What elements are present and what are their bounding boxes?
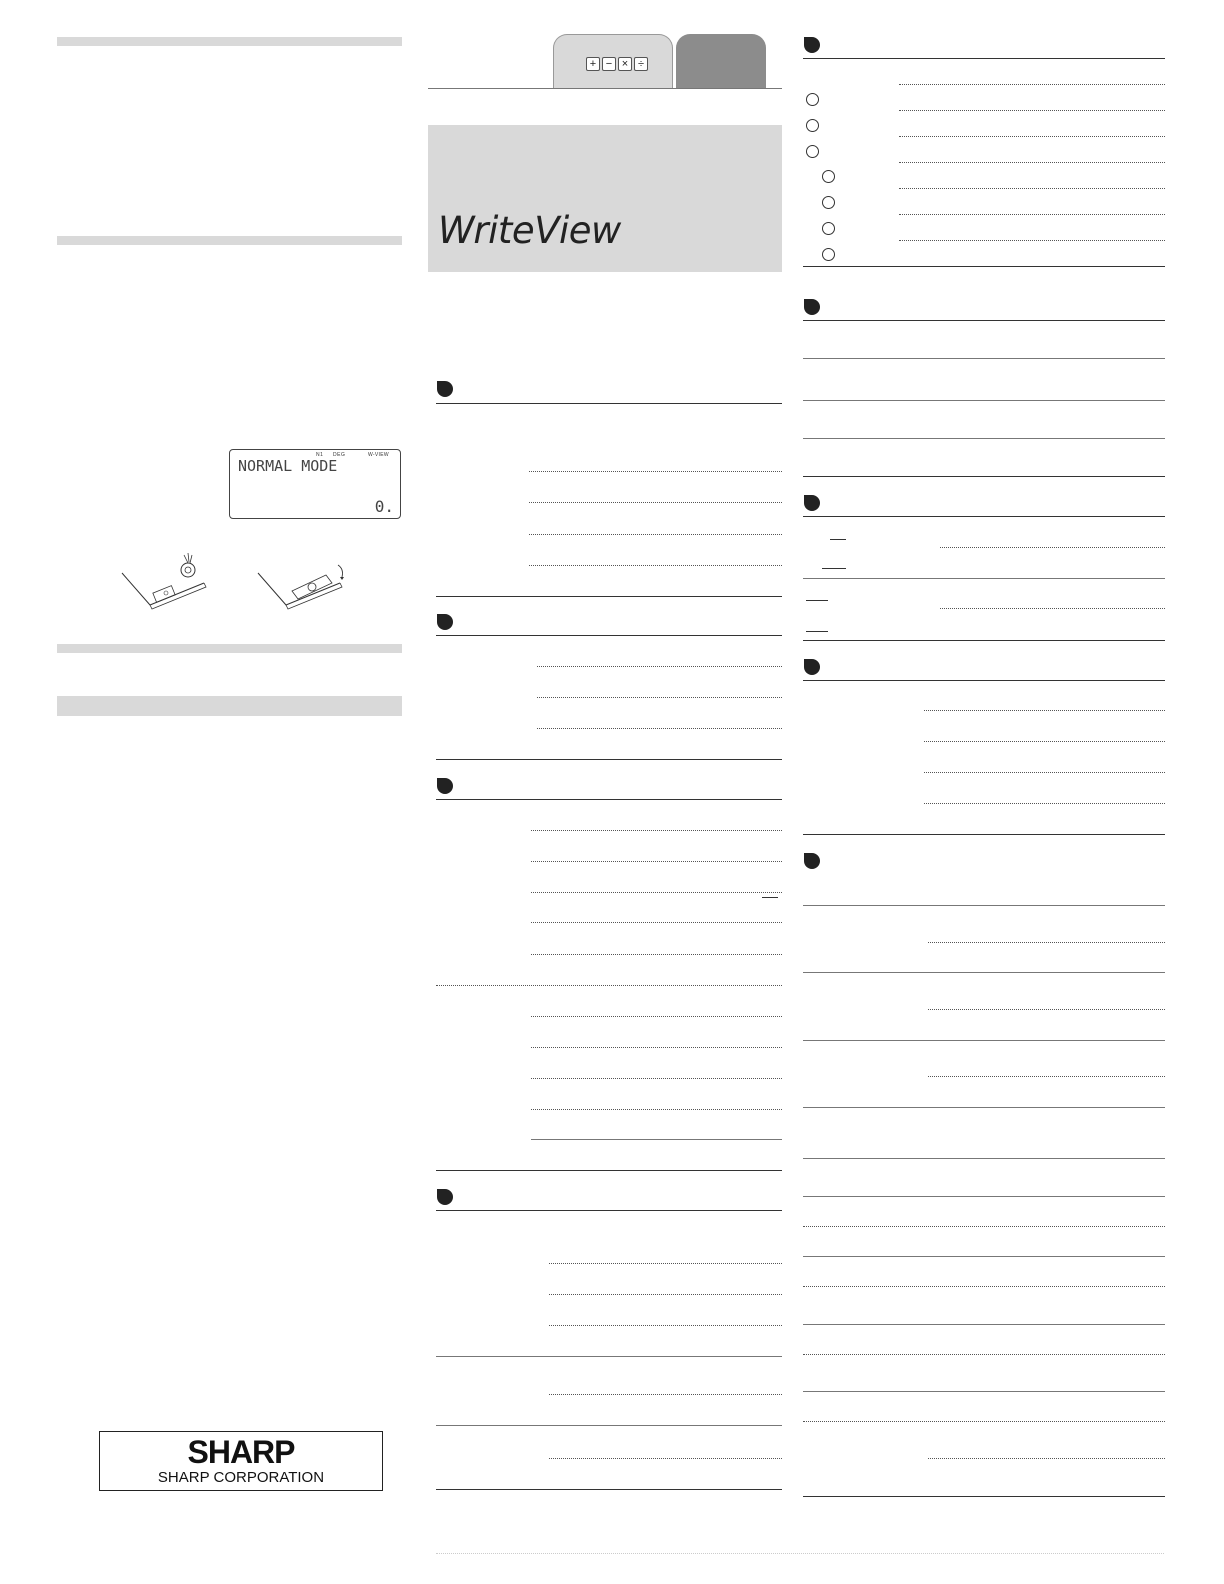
section-rule bbox=[436, 759, 782, 760]
section-rule bbox=[436, 596, 782, 597]
dotted-leader bbox=[531, 1078, 782, 1079]
dotted-leader bbox=[531, 922, 782, 923]
calculator-back-illustration-1 bbox=[118, 553, 208, 611]
dotted-leader bbox=[899, 110, 1165, 111]
tab-arithmetic[interactable] bbox=[553, 34, 673, 88]
section-bullet-icon bbox=[437, 1189, 453, 1205]
section-rule bbox=[803, 58, 1165, 59]
dotted-leader bbox=[537, 697, 782, 698]
step-circle-icon bbox=[822, 170, 835, 183]
calculator-back-illustration-2 bbox=[254, 553, 354, 611]
section-rule bbox=[803, 1040, 1165, 1041]
dotted-leader bbox=[549, 1294, 782, 1295]
section-rule bbox=[803, 358, 1165, 359]
step-circle-icon bbox=[822, 222, 835, 235]
overline-mark bbox=[822, 568, 846, 569]
dotted-leader bbox=[531, 1016, 782, 1017]
footer-line bbox=[436, 1553, 1164, 1554]
step-circle-icon bbox=[806, 145, 819, 158]
section-header-band-3 bbox=[57, 644, 402, 653]
section-bullet-icon bbox=[804, 37, 820, 53]
dotted-leader bbox=[803, 1226, 1165, 1227]
dotted-leader bbox=[529, 471, 782, 472]
dotted-leader bbox=[899, 214, 1165, 215]
dotted-leader bbox=[529, 502, 782, 503]
section-rule bbox=[803, 1158, 1165, 1159]
section-rule bbox=[803, 1391, 1165, 1392]
section-rule bbox=[803, 400, 1165, 401]
section-rule bbox=[803, 266, 1165, 267]
dotted-leader bbox=[549, 1263, 782, 1264]
section-bullet-icon bbox=[804, 659, 820, 675]
dotted-leader bbox=[529, 534, 782, 535]
section-rule bbox=[436, 799, 782, 800]
section-rule bbox=[803, 438, 1165, 439]
section-rule bbox=[803, 1196, 1165, 1197]
dotted-leader bbox=[940, 608, 1165, 609]
dotted-leader bbox=[924, 710, 1165, 711]
dotted-leader bbox=[537, 728, 782, 729]
dotted-leader bbox=[924, 772, 1165, 773]
section-rule bbox=[436, 635, 782, 636]
dotted-leader bbox=[803, 1286, 1165, 1287]
product-title: WriteView bbox=[438, 209, 621, 252]
section-header-band-2 bbox=[57, 236, 402, 245]
dotted-leader bbox=[899, 162, 1165, 163]
dotted-leader bbox=[940, 547, 1165, 548]
lcd-mode-text: NORMAL MODE bbox=[238, 457, 338, 475]
section-header-band-4 bbox=[57, 696, 402, 716]
section-rule bbox=[803, 680, 1165, 681]
lcd-indicator-wview: W-VIEW bbox=[368, 452, 389, 458]
overline-mark bbox=[830, 539, 846, 540]
tab-baseline bbox=[428, 88, 782, 89]
section-rule bbox=[803, 578, 1165, 579]
dotted-leader bbox=[537, 666, 782, 667]
section-rule bbox=[436, 1210, 782, 1211]
section-rule bbox=[803, 1256, 1165, 1257]
divide-key-icon: ÷ bbox=[634, 57, 648, 71]
section-rule bbox=[531, 1139, 782, 1140]
dotted-leader bbox=[549, 1394, 782, 1395]
dotted-leader bbox=[928, 1458, 1165, 1459]
section-rule bbox=[436, 1489, 782, 1490]
dotted-leader bbox=[928, 1076, 1165, 1077]
dotted-leader bbox=[529, 565, 782, 566]
section-rule bbox=[436, 1170, 782, 1171]
section-rule bbox=[436, 1356, 782, 1357]
sharp-logo-box bbox=[99, 1431, 383, 1491]
section-bullet-icon bbox=[804, 299, 820, 315]
sharp-logo-wordmark: SHARP bbox=[187, 1434, 295, 1470]
section-rule bbox=[803, 1496, 1165, 1497]
dotted-leader bbox=[899, 240, 1165, 241]
dotted-leader bbox=[531, 1109, 782, 1110]
sharp-corporation-label: SHARP CORPORATION bbox=[157, 1469, 325, 1486]
section-header-band-1 bbox=[57, 37, 402, 46]
section-rule bbox=[803, 320, 1165, 321]
section-rule bbox=[803, 1107, 1165, 1108]
step-circle-icon bbox=[806, 119, 819, 132]
dotted-leader bbox=[531, 830, 782, 831]
dotted-leader bbox=[549, 1325, 782, 1326]
overline-mark bbox=[806, 631, 828, 632]
dotted-leader bbox=[803, 1354, 1165, 1355]
plus-key-icon: + bbox=[586, 57, 600, 71]
section-bullet-icon bbox=[437, 778, 453, 794]
lcd-indicator-deg: DEG bbox=[333, 452, 346, 458]
section-rule bbox=[803, 476, 1165, 477]
lcd-value: 0. bbox=[374, 497, 394, 516]
section-rule bbox=[803, 640, 1165, 641]
dotted-leader bbox=[924, 741, 1165, 742]
dotted-leader bbox=[928, 1009, 1165, 1010]
dotted-leader bbox=[531, 1047, 782, 1048]
minus-key-icon: − bbox=[602, 57, 616, 71]
section-rule bbox=[803, 972, 1165, 973]
dotted-leader bbox=[803, 1421, 1165, 1422]
dotted-leader bbox=[928, 942, 1165, 943]
step-circle-icon bbox=[822, 248, 835, 261]
section-rule bbox=[803, 834, 1165, 835]
section-rule bbox=[436, 1425, 782, 1426]
dotted-leader bbox=[899, 136, 1165, 137]
dotted-leader bbox=[531, 861, 782, 862]
dotted-leader bbox=[549, 1458, 782, 1459]
dotted-leader bbox=[899, 188, 1165, 189]
lcd-indicator-n1: N1 bbox=[316, 452, 324, 458]
tab-secondary[interactable] bbox=[676, 34, 766, 88]
dotted-leader bbox=[531, 954, 782, 955]
multiply-key-icon: × bbox=[618, 57, 632, 71]
dotted-leader bbox=[899, 84, 1165, 85]
arithmetic-ops-group bbox=[586, 57, 648, 71]
section-bullet-icon bbox=[437, 614, 453, 630]
section-rule bbox=[436, 403, 782, 404]
section-bullet-icon bbox=[804, 853, 820, 869]
section-rule bbox=[803, 516, 1165, 517]
dotted-leader bbox=[531, 892, 782, 893]
dotted-leader bbox=[924, 803, 1165, 804]
title-box bbox=[428, 125, 782, 272]
section-bullet-icon bbox=[437, 381, 453, 397]
section-bullet-icon bbox=[804, 495, 820, 511]
dotted-separator bbox=[436, 985, 782, 986]
section-rule bbox=[803, 1324, 1165, 1325]
step-circle-icon bbox=[822, 196, 835, 209]
overline-mark bbox=[762, 897, 778, 898]
section-rule bbox=[803, 905, 1165, 906]
step-circle-icon bbox=[806, 93, 819, 106]
overline-mark bbox=[806, 600, 828, 601]
lcd-display bbox=[229, 449, 401, 519]
